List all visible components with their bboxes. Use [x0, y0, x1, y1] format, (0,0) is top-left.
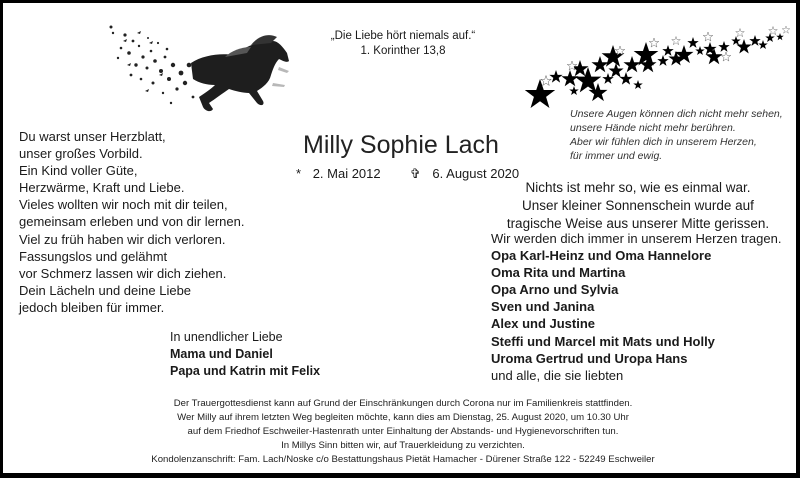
- poem-line: unser großes Vorbild.: [19, 146, 143, 162]
- poem-line: Vieles wollten wir noch mit dir teilen,: [19, 197, 228, 213]
- mourner-name: Uroma Gertrud und Uropa Hans: [491, 350, 688, 366]
- service-info: [3, 397, 800, 467]
- mourner-name: Opa Arno und Sylvia: [491, 282, 619, 298]
- verse-line: unsere Hände nicht mehr berühren.: [570, 122, 736, 134]
- poem-line: Dein Lächeln und deine Liebe: [19, 282, 192, 298]
- poem: [19, 128, 244, 316]
- death-cross-icon: ✞: [409, 166, 421, 181]
- poem-line: jedoch bleiben für immer.: [19, 299, 165, 315]
- poem-line: Fassungslos und gelähmt: [19, 248, 168, 264]
- poem-line: Viel zu früh haben wir dich verloren.: [19, 231, 226, 247]
- condolence-address: Kondolenzanschrift: Fam. Lach/Noske c/o Bestattungshaus Pietät Hamacher - Dürener Straße 122 - 52249 Eschweiler: [151, 454, 655, 465]
- italic-verse: [570, 107, 783, 163]
- lament-line: Nichts ist mehr so, wie es einmal war.: [525, 180, 751, 195]
- parent-name: Mama und Daniel: [170, 347, 273, 361]
- obituary-notice: [3, 3, 796, 473]
- mourner-name: Oma Rita und Martina: [491, 265, 626, 281]
- deceased-name: Milly Sophie Lach: [303, 131, 499, 159]
- poem-line: gemeinsam erleben und von dir lernen.: [19, 214, 245, 230]
- birth-date: 2. Mai 2012: [312, 166, 381, 181]
- death-date: 6. August 2020: [432, 166, 520, 181]
- family-intro: Wir werden dich immer in unserem Herzen tragen.: [491, 231, 782, 246]
- quote-text: „Die Liebe hört niemals auf.“: [330, 30, 476, 42]
- parents-signature: [170, 329, 320, 380]
- footer-line: Wer Milly auf ihrem letzten Weg begleiten möchte, kann dies am Dienstag, 25. August 2020, um 10.30 Uhr: [177, 412, 629, 423]
- footer-line: In Millys Sinn bitten wir, auf Trauerkleidung zu verzichten.: [281, 440, 525, 451]
- footer-line: Der Trauergottesdienst kann auf Grund der Einschränkungen durch Corona nur im Familienkreis stattfinden.: [173, 398, 633, 409]
- mourner-name: Alex und Justine: [491, 316, 596, 332]
- mourner-name: Sven und Janina: [491, 299, 595, 315]
- quote-reference: 1. Korinther 13,8: [360, 45, 446, 57]
- mourner-name: Opa Karl-Heinz und Oma Hannelore: [491, 248, 712, 264]
- lament-text: [473, 179, 800, 233]
- lament-line: Unser kleiner Sonnenschein wurde auf: [522, 198, 754, 213]
- mourner-name: Steffi und Marcel mit Mats und Holly: [491, 333, 715, 349]
- verse-line: Unsere Augen können dich nicht mehr sehen,: [570, 108, 783, 120]
- poem-line: Ein Kind voller Güte,: [19, 163, 138, 179]
- poem-line: Du warst unser Herzblatt,: [19, 129, 166, 144]
- footer-line: auf dem Friedhof Eschweiler-Hastenrath unter Einhaltung der Abstands- und Hygienevorschriften tun.: [187, 426, 619, 437]
- poem-line: vor Schmerz lassen wir dich ziehen.: [19, 265, 227, 281]
- family-closing: und alle, die sie liebten: [491, 367, 624, 383]
- shooting-stars-illustration: [518, 13, 793, 108]
- family-mourners: [491, 230, 781, 384]
- parent-name: Papa und Katrin mit Felix: [170, 364, 321, 378]
- parents-intro: In unendlicher Liebe: [170, 330, 283, 344]
- birth-star-icon: *: [296, 166, 302, 181]
- lament-line: tragische Weise aus unserer Mitte gerissen.: [506, 216, 770, 231]
- verse-line: für immer und ewig.: [570, 150, 663, 162]
- verse-line: Aber wir fühlen dich in unserem Herzen,: [570, 136, 757, 148]
- poem-line: Herzwärme, Kraft und Liebe.: [19, 180, 185, 196]
